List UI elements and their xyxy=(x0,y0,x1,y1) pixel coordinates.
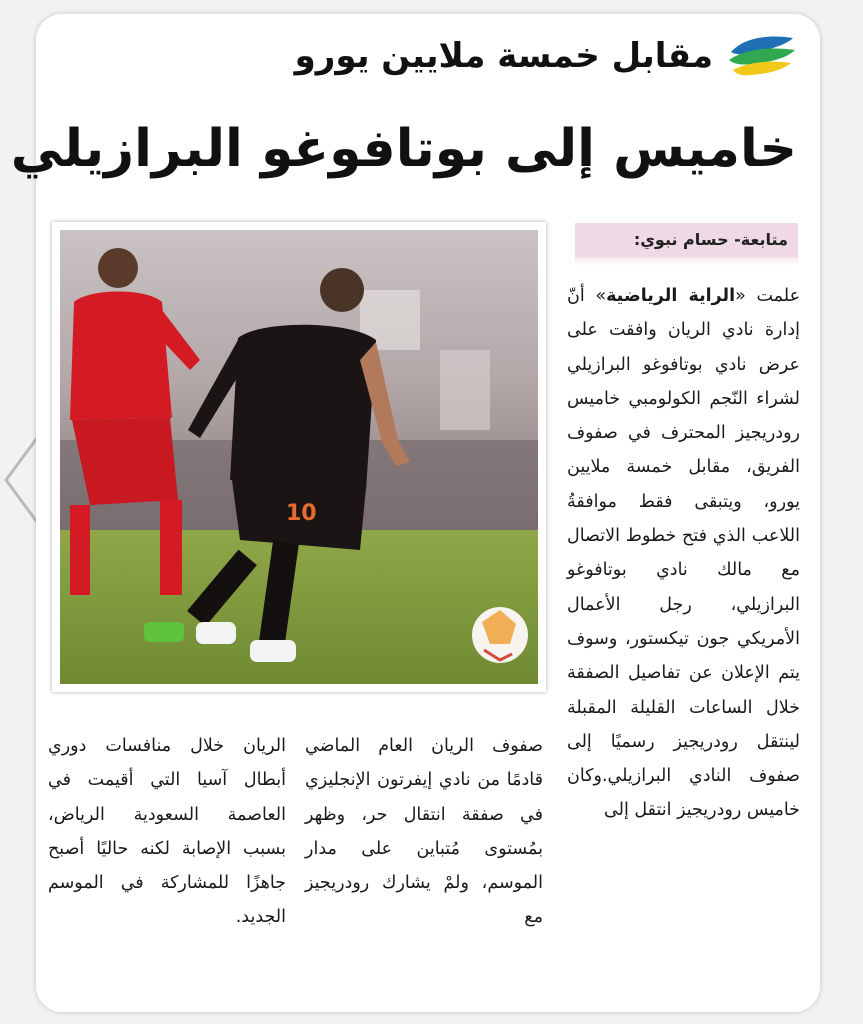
column-middle-text: صفوف الريان العام الماضي قادمًا من نادي إيفرتون الإنجليزي في صفقة انتقال حر، وظهر بمُستوى مُتباين على مدار الموسم، ولمْ يشارك رودريجيز مع xyxy=(305,736,543,928)
article-column-middle xyxy=(305,729,543,935)
article-column-right xyxy=(567,279,800,828)
lead-prefix: علمت « xyxy=(735,286,801,306)
headline: خاميس إلى بوتافوغو البرازيلي xyxy=(10,119,797,179)
brand-name: الراية الرياضية xyxy=(606,286,736,306)
column-right-text: » أنّ إدارة نادي الريان وافقت على عرض نادي بوتافوغو البرازيلي لشراء النّجم الكولومبي خاميس رودريجيز المحترف في صفوف الفريق، مقابل خمسة ملايين يورو، ويتبقى فقط موافقةُ اللاعب الذي فتح خطوط الاتصال مع مالك نادي بوتافوغو البرازيلي، رجل الأعمال الأمريكي جون تيكستور، وسوف يتم الإعلان عن تفاصيل الصفقة خلال الساعات القليلة المقبلة لينتقل رودريجيز رسميًا إلى صفوف النادي البرازيلي.وكان خاميس رودريجيز انتقل إلى xyxy=(567,286,800,821)
byline: متابعة- حسام نبوي: xyxy=(575,223,798,257)
football-match-image xyxy=(60,230,538,684)
byline-underlay xyxy=(575,257,798,265)
kicker-row xyxy=(295,28,797,84)
column-left-text: الريان خلال منافسات دوري أبطال آسيا التي أقيمت في العاصمة السعودية الرياض، بسبب الإصابة لكنه حاليًا أصبح جاهزًا للمشاركة في الموسم الجديد. xyxy=(48,736,286,928)
article-column-left xyxy=(48,729,286,935)
raya-logo-icon xyxy=(727,30,797,82)
kicker: مقابل خمسة ملايين يورو xyxy=(294,36,713,76)
article-photo xyxy=(52,222,546,692)
shirt-number: 10 xyxy=(286,501,317,526)
